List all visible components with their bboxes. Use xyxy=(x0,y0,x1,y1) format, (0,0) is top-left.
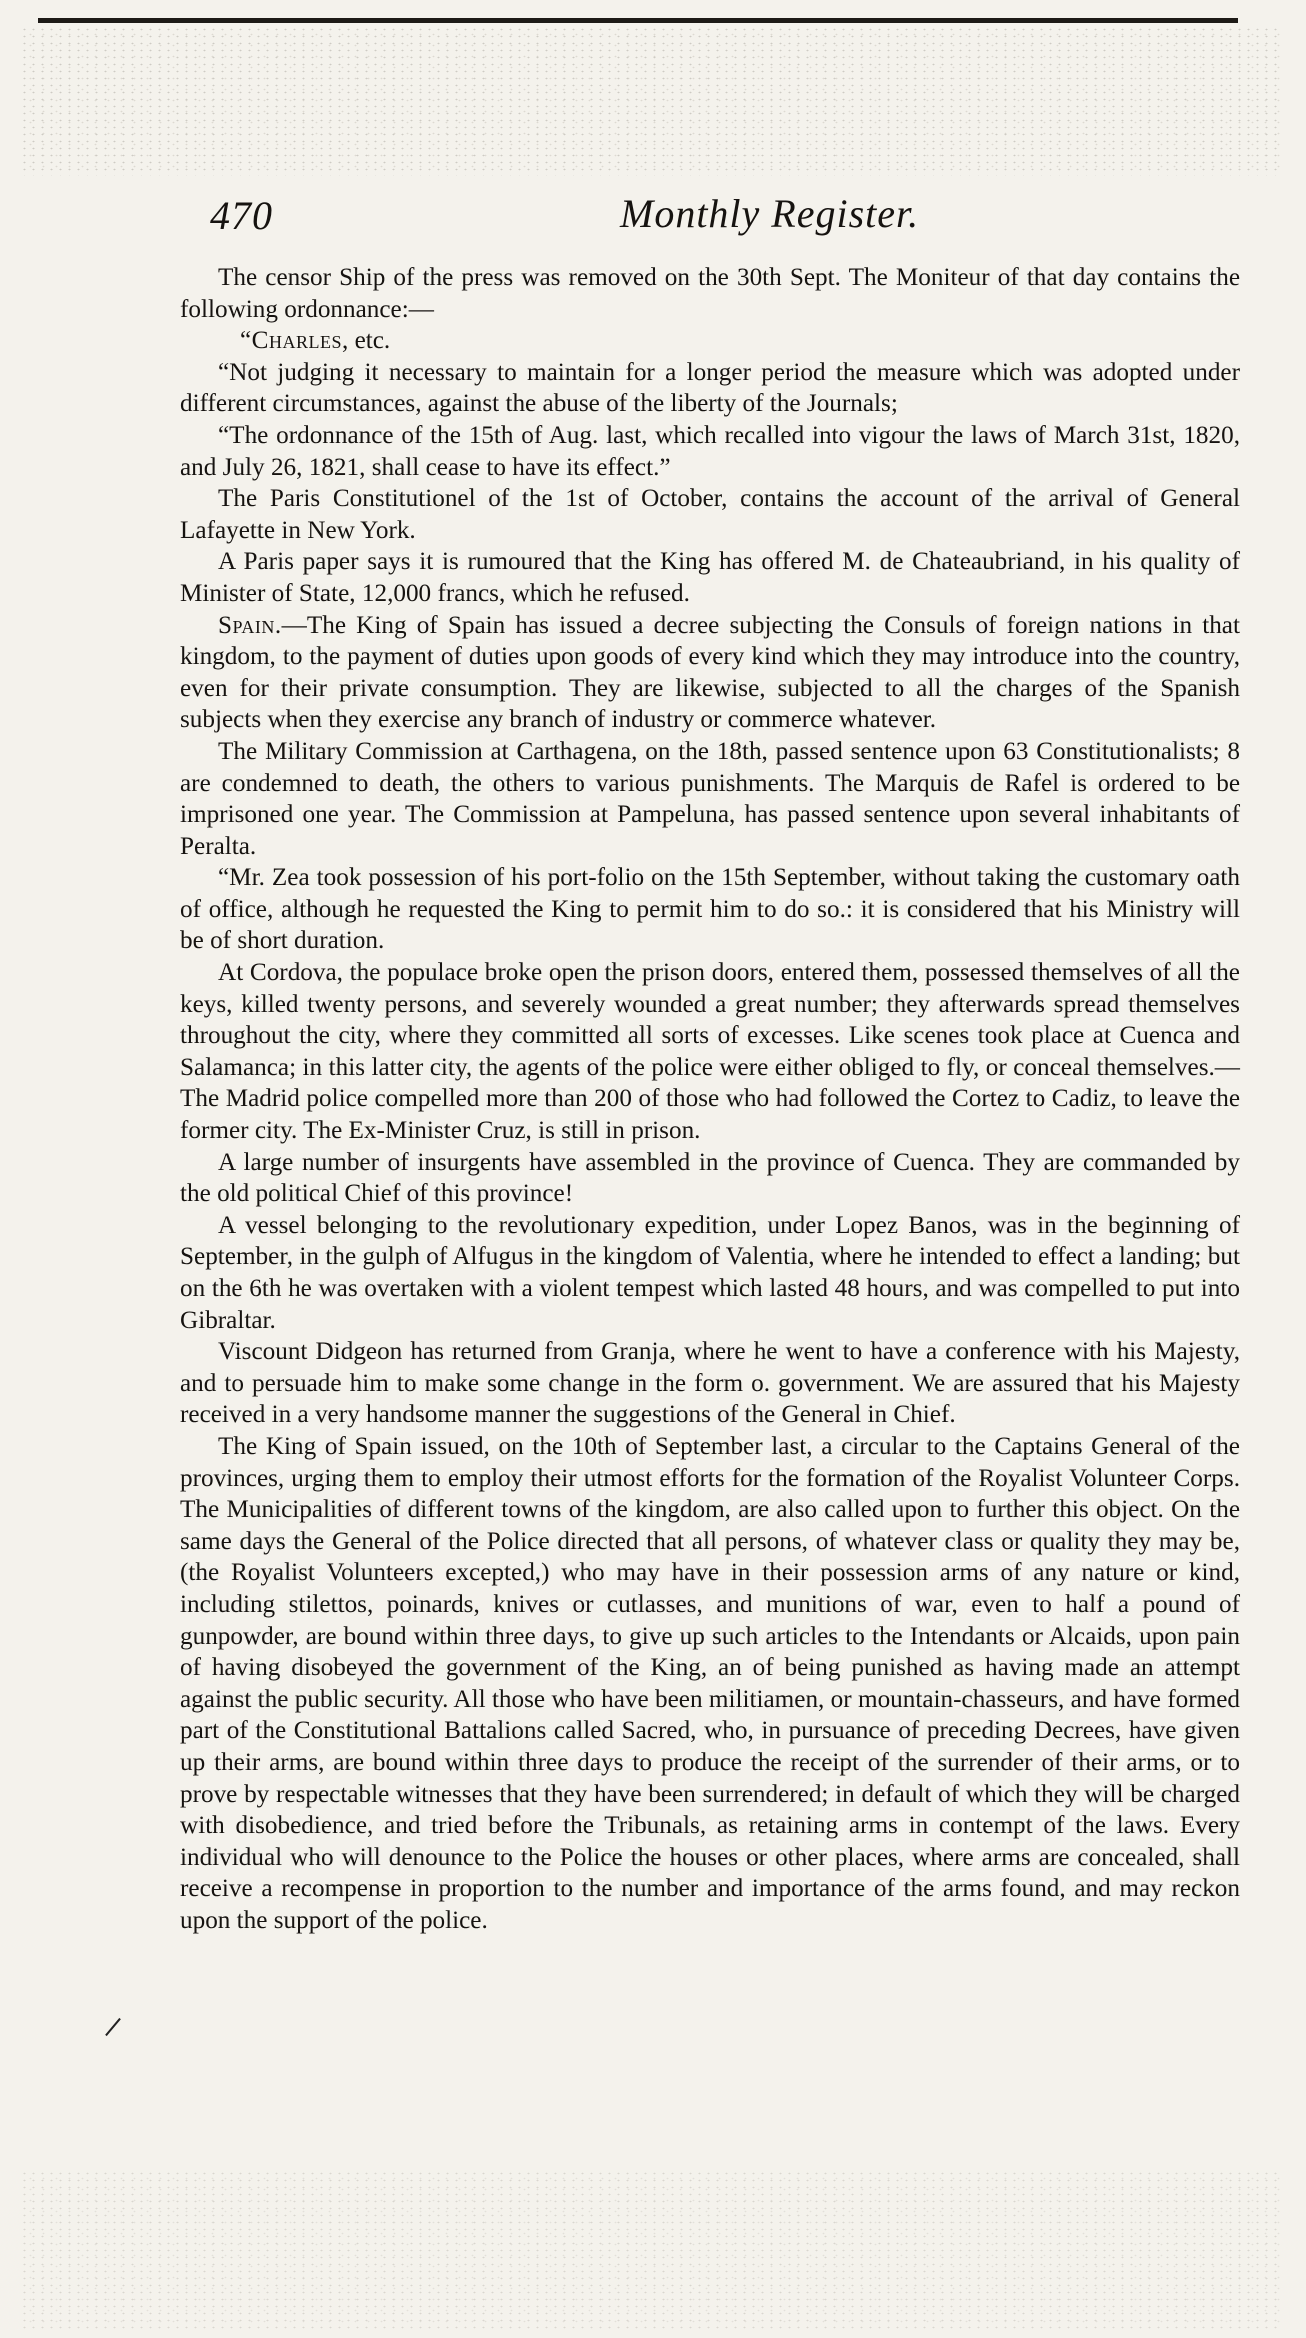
page-number: 470 xyxy=(210,193,273,238)
paragraph-spain-consuls: Spain.—The King of Spain has issued a decree subjecting the Consuls of foreign nations in that kingdom, to the payment of duties upon goods of every kind which they may introduce into the country, even for their private consumption. They are likewise, subjected to all the charges of the Spanish subjects when they exercise any branch of industry or commerce whatever. xyxy=(180,611,1240,734)
article-body xyxy=(180,262,1240,1936)
name-charles: “Charles xyxy=(240,327,342,355)
margin-mark xyxy=(105,2018,121,2036)
paper-speckle-top xyxy=(20,26,1280,176)
paragraph-chateaubriand: A Paris paper says it is rumoured that the King has offered M. de Chateaubriand, in his quality of Minister of State, 12,000 francs, which he refused. xyxy=(180,548,1240,607)
top-rule xyxy=(38,18,1238,23)
paragraph-ordonnance: “The ordonnance of the 15th of Aug. last, which recalled into vigour the laws of March 31st, 1820, and July 26, 1821, shall cease to have its effect.” xyxy=(180,421,1240,481)
paragraph-vessel: A vessel belonging to the revolutionary expedition, under Lopez Banos, was in the beginning of September, in the gulph of Alfugus in the kingdom of Valentia, where he intended to effect a landing; but on the 6th he was overtaken with a violent tempest which lasted 48 hours, and was compelled to put into Gibraltar. xyxy=(180,1211,1240,1334)
paragraph-not-judging: “Not judging it necessary to maintain for a longer period the measure which was adopted under different circumstances, against the abuse of the liberty of the Journals; xyxy=(180,358,1240,418)
paragraph-cuenca: A large number of insurgents have assembled in the province of Cuenca. They are commanded by the old political Chief of this province! xyxy=(180,1148,1240,1208)
paragraph-lafayette: The Paris Constitutionel of the 1st of October, contains the account of the arrival of General Lafayette in New York. xyxy=(180,485,1240,544)
paragraph-carthagena: The Military Commission at Carthagena, on the 18th, passed sentence upon 63 Constitutionalists; 8 are condemned to death, the others to various punishments. The Marquis de Rafel is ordered to be imprisoned one year. The Commission at Pampeluna, has passed sentence upon several inhabitants of Peralta. xyxy=(180,737,1240,860)
paper-speckle-bottom xyxy=(20,2170,1280,2330)
section-spain: Spain. xyxy=(218,611,282,639)
page-header xyxy=(190,186,1250,246)
paragraph-cordova: At Cordova, the populace broke open the prison doors, entered them, possessed themselves of all the keys, killed twenty persons, and severely wounded a great number; they afterwards spread themselves throughout the city, where they committed all sorts of excesses. Like scenes took place at Cuenca and Salamanca; in this latter city, the agents of the police were either obliged to fly, or conceal themselves.—The Madrid police compelled more than 200 of those who had followed the Cortez to Cadiz, to leave the former city. The Ex-Minister Cruz, is still in prison. xyxy=(180,959,1240,1145)
running-title: Monthly Register. xyxy=(620,191,920,236)
paragraph-charles: “Charles, etc. xyxy=(240,327,391,355)
paragraph-censorship: The censor Ship of the press was removed on the 30th Sept. The Moniteur of that day contains the following ordonnance:— xyxy=(180,264,1240,323)
paragraph-royalist-volunteers: The King of Spain issued, on the 10th of September last, a circular to the Captains General of the provinces, urging them to employ their utmost efforts for the formation of the Royalist Volunteer Corps. The Municipalities of different towns of the kingdom, are also called upon to further this object. On the same days the General of the Police directed that all persons, of whatever class or quality they may be, (the Royalist Volunteers excepted,) who may have in their possession arms of any nature or kind, including stilettos, poinards, knives or cutlasses, and munitions of war, even to half a pound of gunpowder, are bound within three days, to give up such articles to the Intendants or Alcaids, upon pain of having disobeyed the government of the King, an of being punished as having made an attempt against the public security. All those who have been militiamen, or mountain-chasseurs, and have formed part of the Constitutional Battalions called Sacred, who, in pursuance of preceding Decrees, have given up their arms, are bound within three days to produce the receipt of the surrender of their arms, or to prove by respectable witnesses that they have been surrendered; in default of which they will be charged with disobedience, and tried before the Tribunals, as retaining arms in contempt of the laws. Every individual who will denounce to the Police the houses or other places, where arms are concealed, shall receive a recompense in proportion to the number and importance of the arms found, and may reckon upon the support of the police. xyxy=(180,1432,1240,1934)
paragraph-zea: “Mr. Zea took possession of his port-folio on the 15th September, without taking the customary oath of office, although he requested the King to permit him to do so.: it is considered that his Ministry will be of short duration. xyxy=(180,864,1240,955)
paragraph-didgeon: Viscount Didgeon has returned from Granja, where he went to have a conference with his Majesty, and to persuade him to make some change in the form o. government. We are assured that his Majesty received in a very handsome manner the suggestions of the General in Chief. xyxy=(180,1338,1240,1429)
